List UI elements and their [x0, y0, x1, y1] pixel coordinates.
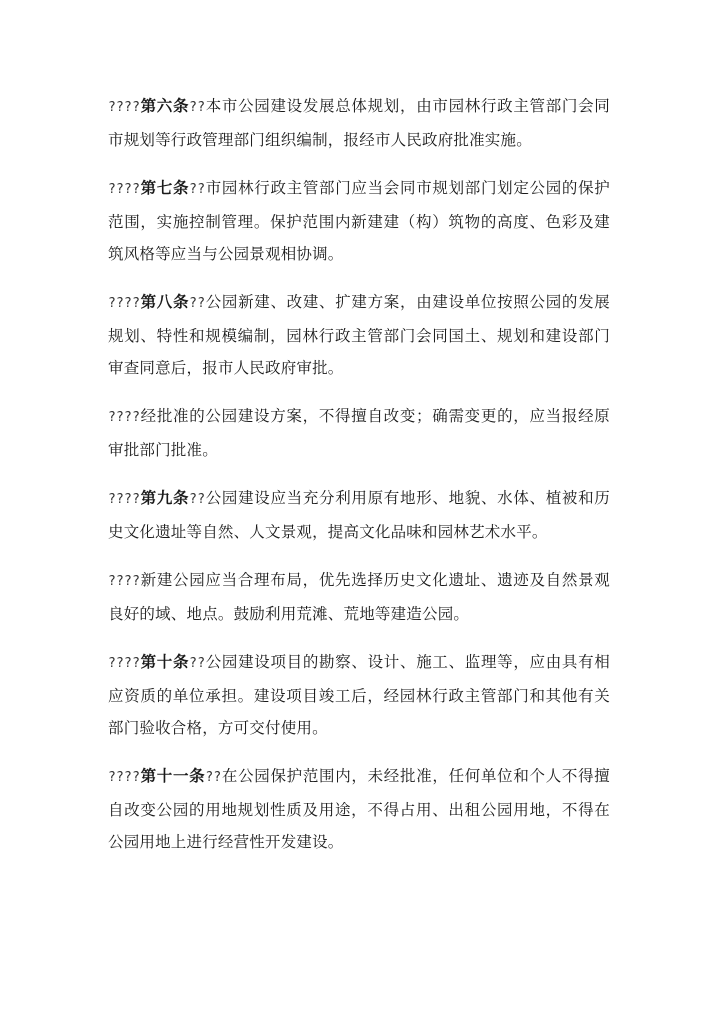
- article-label: 第十条: [140, 652, 190, 671]
- article-label: 第九条: [140, 488, 190, 507]
- label-separator: ??: [189, 100, 206, 115]
- paragraph-marker: ????: [108, 656, 141, 671]
- paragraph-marker: ????: [108, 296, 141, 311]
- article-label: 第七条: [140, 178, 190, 197]
- article-11-paragraph: [108, 760, 610, 858]
- article-text: 新建公园应当合理布局，优先选择历史文化遗址、遗迹及自然景观良好的域、地点。鼓励利用荒滩、荒地等建造公园。: [108, 571, 610, 623]
- article-8-continuation-paragraph: [108, 400, 610, 466]
- article-7-paragraph: [108, 172, 610, 270]
- article-label: 第六条: [140, 96, 190, 115]
- article-8-paragraph: [108, 286, 610, 384]
- article-9-paragraph: [108, 482, 610, 548]
- article-label: 第十一条: [140, 766, 206, 785]
- article-10-paragraph: [108, 646, 610, 744]
- paragraph-marker: ????: [108, 574, 141, 589]
- article-label: 第八条: [140, 292, 190, 311]
- label-separator: ??: [189, 492, 206, 507]
- article-text: 市园林行政主管部门应当会同市规划部门划定公园的保护范围，实施控制管理。保护范围内新建建（构）筑物的高度、色彩及建筑风格等应当与公园景观相协调。: [108, 179, 610, 263]
- article-text: 在公园保护范围内，未经批准，任何单位和个人不得擅自改变公园的用地规划性质及用途，不得占用、出租公园用地，不得在公园用地上进行经营性开发建设。: [108, 767, 610, 851]
- paragraph-marker: ????: [108, 492, 141, 507]
- paragraph-marker: ????: [108, 410, 141, 425]
- article-text: 公园新建、改建、扩建方案，由建设单位按照公园的发展规划、特性和规模编制，园林行政主管部门会同国土、规划和建设部门审查同意后，报市人民政府审批。: [108, 293, 610, 377]
- article-9-continuation-paragraph: [108, 564, 610, 630]
- label-separator: ??: [205, 770, 222, 785]
- label-separator: ??: [189, 182, 206, 197]
- article-text: 经批准的公园建设方案，不得擅自改变；确需变更的，应当报经原审批部门批准。: [108, 407, 610, 459]
- article-6-paragraph: [108, 90, 610, 156]
- label-separator: ??: [189, 296, 206, 311]
- label-separator: ??: [189, 656, 206, 671]
- paragraph-marker: ????: [108, 182, 141, 197]
- article-text: 公园建设项目的勘察、设计、施工、监理等，应由具有相应资质的单位承担。建设项目竣工后，经园林行政主管部门和其他有关部门验收合格，方可交付使用。: [108, 653, 610, 737]
- paragraph-marker: ????: [108, 770, 141, 785]
- paragraph-marker: ????: [108, 100, 141, 115]
- article-text: 公园建设应当充分利用原有地形、地貌、水体、植被和历史文化遗址等自然、人文景观，提高文化品味和园林艺术水平。: [108, 489, 610, 541]
- article-text: 本市公园建设发展总体规划，由市园林行政主管部门会同市规划等行政管理部门组织编制，报经市人民政府批准实施。: [108, 97, 610, 149]
- document-body: [108, 90, 610, 874]
